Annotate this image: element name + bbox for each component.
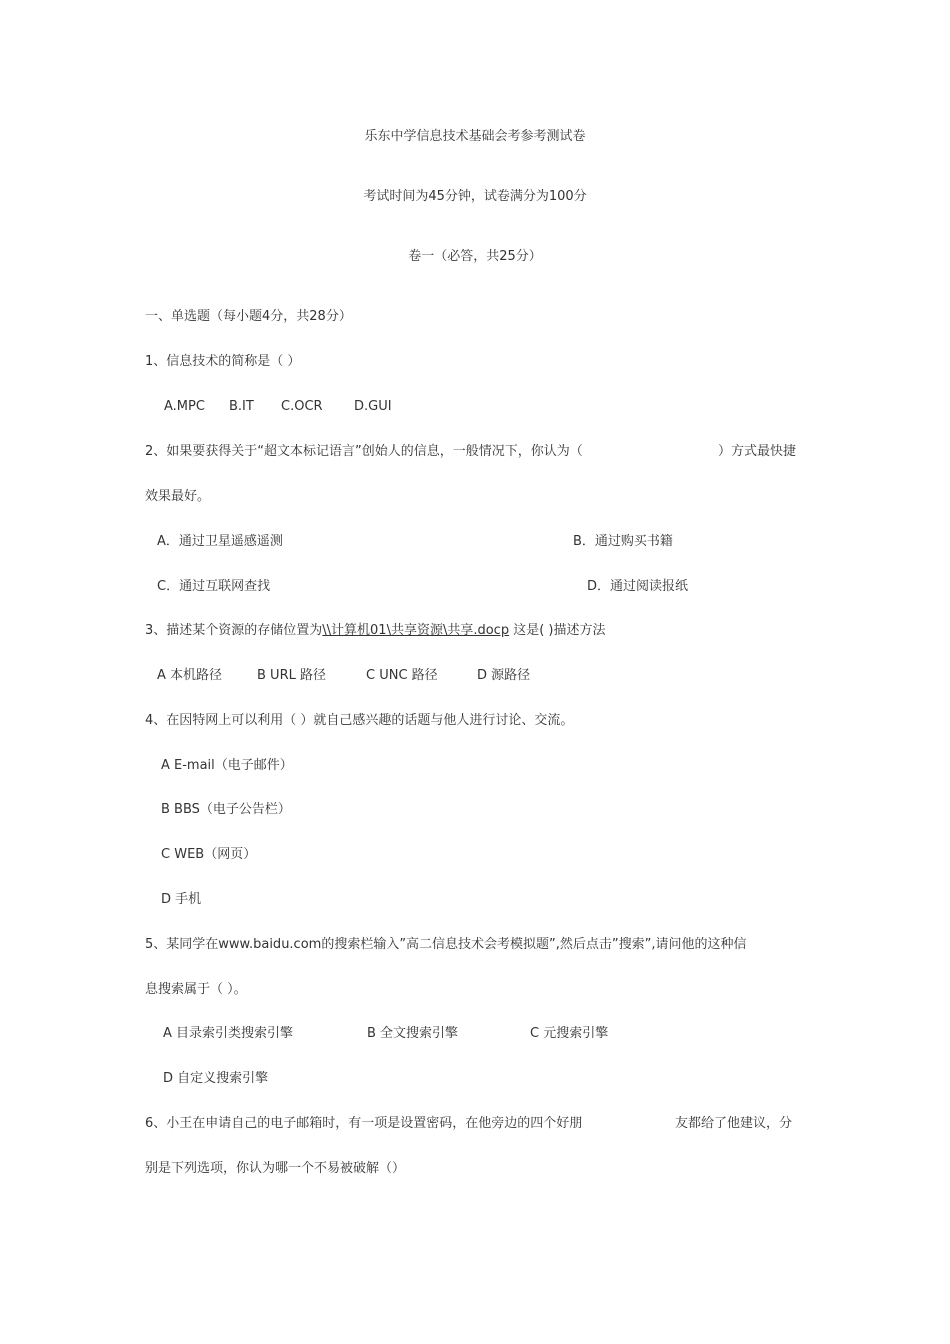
question-6-stem-part-a: 6、小王在申请自己的电子邮箱时，有一项是设置密码，在他旁边的四个好朋 <box>145 1116 583 1131</box>
question-6-stem-part-b: 友都给了他建议，分 <box>675 1116 793 1131</box>
question-1-option-b: B.IT <box>229 399 254 414</box>
question-5-option-d: D 自定义搜索引擎 <box>163 1071 269 1086</box>
question-1-option-c: C.OCR <box>281 399 323 414</box>
question-2-option-c: C．通过互联网查找 <box>157 579 271 594</box>
question-3-option-a: A 本机路径 <box>157 668 223 683</box>
question-2-option-b: B．通过购买书籍 <box>573 534 673 549</box>
question-3-option-b: B URL 路径 <box>257 668 326 683</box>
question-5-option-b: B 全文搜索引擎 <box>367 1026 459 1041</box>
question-4-stem: 4、在因特网上可以利用（ ）就自己感兴趣的话题与他人进行讨论、交流。 <box>145 713 574 728</box>
question-5-stem-line-2: 息搜索属于（ ）。 <box>145 982 247 997</box>
question-5-option-a: A 目录索引类搜索引擎 <box>163 1026 294 1041</box>
question-2-option-d: D．通过阅读报纸 <box>587 579 689 594</box>
question-2-option-a: A．通过卫星遥感遥测 <box>157 534 283 549</box>
question-4-option-c: C WEB（网页） <box>161 847 257 862</box>
question-1-stem: 1、信息技术的简称是（ ） <box>145 354 301 369</box>
question-5-stem-line-1: 5、某同学在www.baidu.com的搜索栏输入”高二信息技术会考模拟题”,然后点击”搜索”,请问他的这种信 <box>145 937 747 952</box>
question-3-resource-path: \\计算机01\共享资源\共享.docp <box>322 623 510 638</box>
question-6-stem-line-2: 别是下列选项，你认为哪一个不易被破解（） <box>145 1161 406 1176</box>
question-4-option-b: B BBS（电子公告栏） <box>161 802 291 817</box>
part-heading: 一、单选题（每小题4分，共28分） <box>145 309 352 324</box>
question-1-option-d: D.GUI <box>354 399 392 414</box>
question-1-option-a: A.MPC <box>164 399 205 414</box>
section-heading: 卷一（必答，共25分） <box>408 249 542 264</box>
question-2-stem-part-b: ）方式最快捷 <box>718 444 797 459</box>
question-3-stem-text-a: 3、描述某个资源的存储位置为 <box>145 623 323 638</box>
exam-info: 考试时间为45分钟，试卷满分为100分 <box>363 189 587 204</box>
document-title: 乐东中学信息技术基础会考参考测试卷 <box>364 129 586 144</box>
question-3-stem-text-b: 这是( )描述方法 <box>509 623 606 638</box>
question-3-option-c: C UNC 路径 <box>366 668 438 683</box>
question-3-stem <box>145 622 606 640</box>
question-5-option-c: C 元搜索引擎 <box>530 1026 609 1041</box>
question-2-stem-part-a: 2、如果要获得关于“超文本标记语言”创始人的信息，一般情况下，你认为（ <box>145 444 583 459</box>
question-3-option-d: D 源路径 <box>477 668 531 683</box>
question-2-stem-line-2: 效果最好。 <box>145 489 211 504</box>
question-4-option-a: A E-mail（电子邮件） <box>161 758 293 773</box>
question-4-option-d: D 手机 <box>161 892 202 907</box>
